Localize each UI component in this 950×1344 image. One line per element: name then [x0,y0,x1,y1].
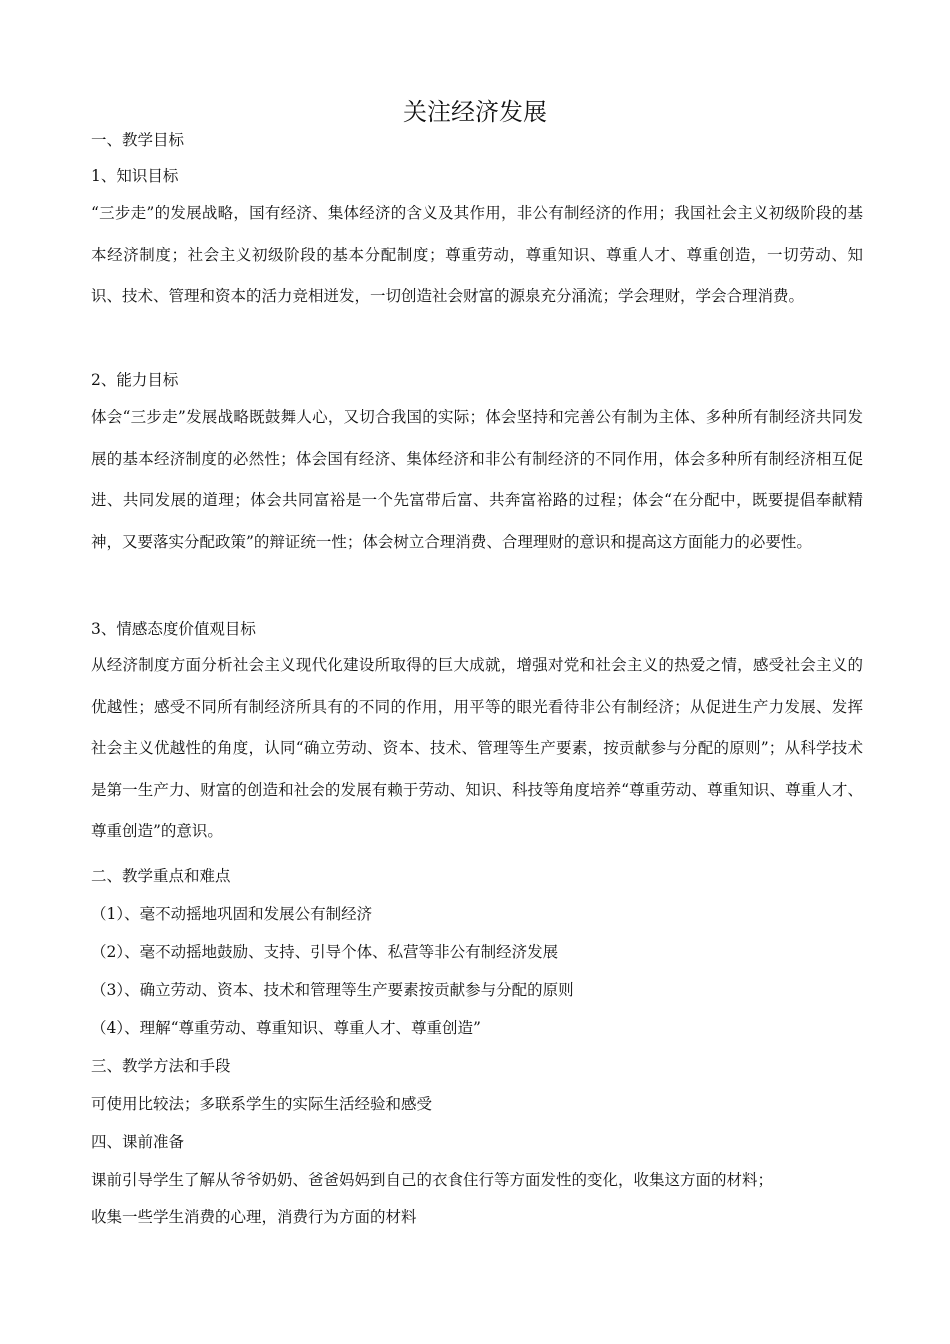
subheading-knowledge-goals: 1、知识目标 [91,167,179,185]
section-heading-teaching-goals: 一、教学目标 [91,131,185,149]
section-heading-methods: 三、教学方法和手段 [91,1057,231,1075]
section-heading-key-points: 二、教学重点和难点 [91,867,231,885]
document-title: 关注经济发展 [403,98,547,126]
subheading-ability-goals: 2、能力目标 [91,371,179,389]
ability-goals-text: 体会“三步走”发展战略既鼓舞人心，又切合我国的实际；体会坚持和完善公有制为主体、多种所有制经济共同发展的基本经济制度的必然性；体会国有经济、集体经济和非公有制经济的不同作用，体会多种所有制经济相互促进、共同发展的道理；体会共同富裕是一个先富带后富、共奔富裕路的过程；体会“在分配中，既要提倡奉献精神，又要落实分配政策”的辩证统一性；体会树立合理消费、合理理财的意识和提高这方面能力的必要性。 [91,408,863,551]
knowledge-goals-text: “三步走”的发展战略，国有经济、集体经济的含义及其作用，非公有制经济的作用；我国社会主义初级阶段的基本经济制度；社会主义初级阶段的基本分配制度；尊重劳动，尊重知识、尊重人才、尊重创造，一切劳动、知识、技术、管理和资本的活力竞相迸发，一切创造社会财富的源泉充分涌流；学会理财，学会合理消费。 [91,204,863,305]
key-point-item: （4）、理解“尊重劳动、尊重知识、尊重人才、尊重创造” [91,1019,481,1037]
methods-text: 可使用比较法；多联系学生的实际生活经验和感受 [91,1095,433,1113]
preparation-line: 课前引导学生了解从爷爷奶奶、爸爸妈妈到自己的衣食住行等方面发性的变化，收集这方面的材料； [91,1171,774,1189]
attitude-goals-text: 从经济制度方面分析社会主义现代化建设所取得的巨大成就，增强对党和社会主义的热爱之情，感受社会主义的优越性；感受不同所有制经济所具有的不同的作用，用平等的眼光看待非公有制经济；从促进生产力发展、发挥社会主义优越性的角度，认同“确立劳动、资本、技术、管理等生产要素，按贡献参与分配的原则”；从科学技术是第一生产力、财富的创造和社会的发展有赖于劳动、知识、科技等角度培养“尊重劳动、尊重知识、尊重人才、尊重创造”的意识。 [91,656,863,840]
key-point-item: （3）、确立劳动、资本、技术和管理等生产要素按贡献参与分配的原则 [91,981,574,999]
preparation-line: 收集一些学生消费的心理，消费行为方面的材料 [91,1208,417,1226]
subheading-attitude-goals: 3、情感态度价值观目标 [91,620,256,638]
key-point-item: （1）、毫不动摇地巩固和发展公有制经济 [91,905,373,923]
key-point-item: （2）、毫不动摇地鼓励、支持、引导个体、私营等非公有制经济发展 [91,943,559,961]
section-heading-preparation: 四、课前准备 [91,1133,185,1151]
